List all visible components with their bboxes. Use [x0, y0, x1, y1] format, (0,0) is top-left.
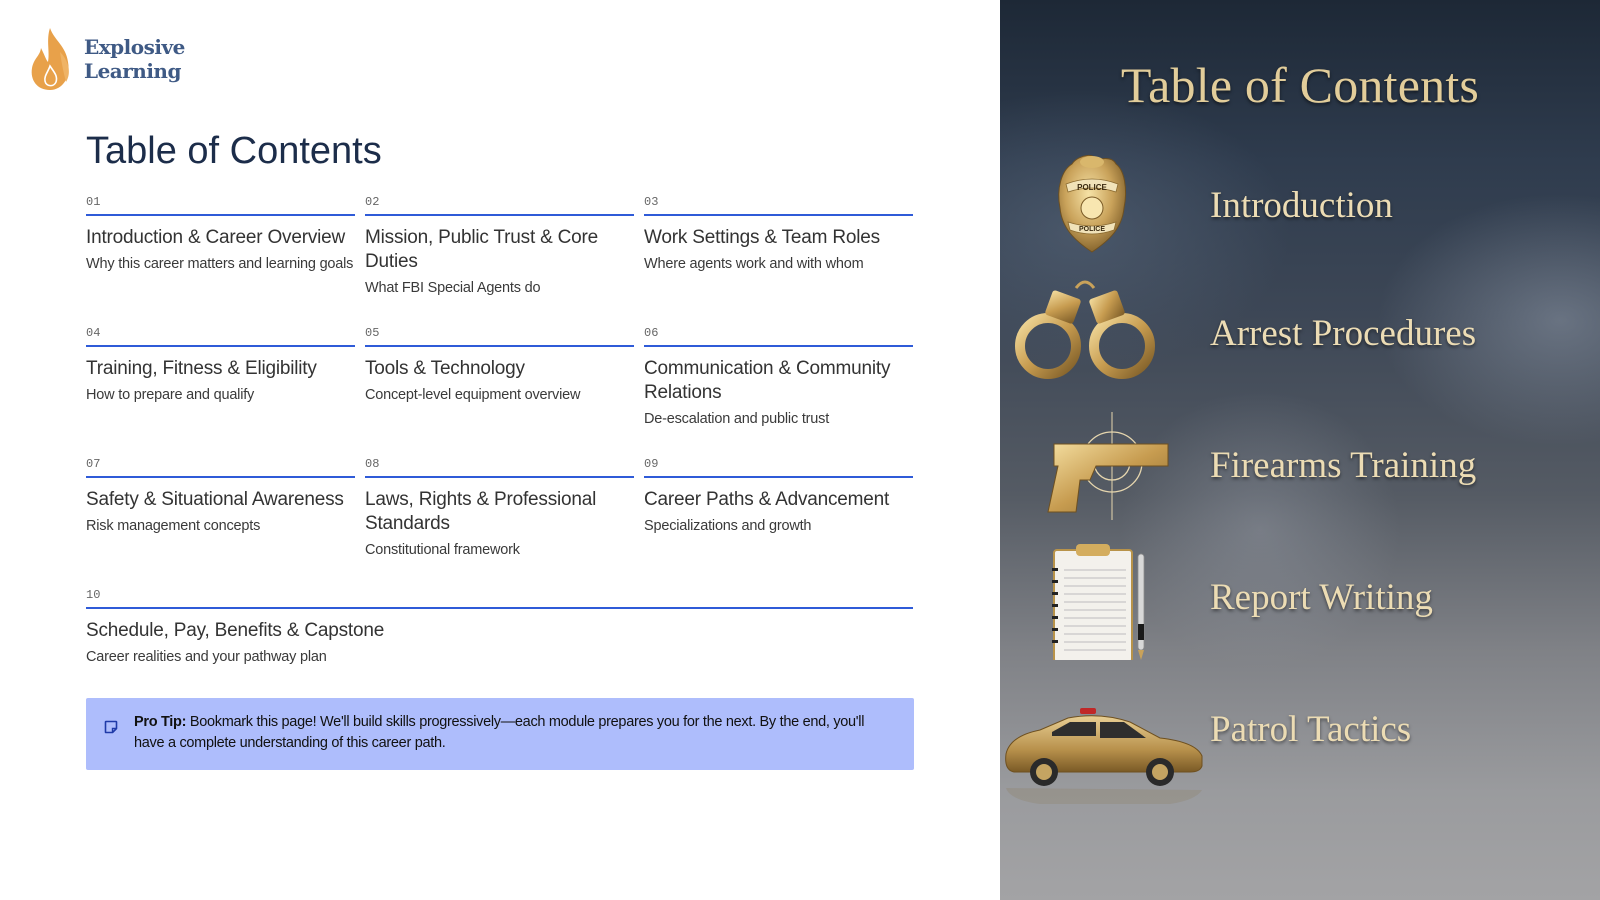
module-number: 06: [644, 326, 659, 340]
module-grid: [86, 190, 914, 714]
hero-item-label: Introduction: [1210, 185, 1393, 226]
module-number: 07: [86, 457, 101, 471]
module-subtitle: Concept-level equipment overview: [365, 387, 581, 403]
divider: [644, 345, 913, 347]
pro-tip-callout: [86, 698, 914, 770]
module-card-08[interactable]: [365, 452, 634, 583]
page-title: Table of Contents: [86, 130, 382, 172]
module-card-02[interactable]: [365, 190, 634, 321]
police-car-icon: [1000, 700, 1210, 830]
module-card-07[interactable]: [86, 452, 355, 583]
note-icon: [104, 720, 118, 734]
divider: [365, 214, 634, 216]
hero-item-firearms-training: [1000, 408, 1600, 528]
module-title: Introduction & Career Overview: [86, 227, 346, 248]
module-number: 08: [365, 457, 380, 471]
module-card-05[interactable]: [365, 321, 634, 452]
police-badge-icon: [1000, 148, 1210, 268]
module-subtitle: Risk management concepts: [86, 518, 261, 534]
module-title: Training, Fitness & Eligibility: [86, 358, 317, 379]
module-title: Safety & Situational Awareness: [86, 489, 344, 510]
divider: [365, 476, 634, 478]
hero-item-arrest-procedures: [1000, 276, 1600, 396]
divider: [644, 476, 913, 478]
module-subtitle: How to prepare and qualify: [86, 387, 255, 403]
hero-item-patrol-tactics: [1000, 700, 1600, 830]
pro-tip-body: Bookmark this page! We'll build skills progressively—each module prepares you for the next. By the end, you'll have a complete understanding of this career path.: [134, 714, 865, 751]
module-number: 05: [365, 326, 380, 340]
svg-text:POLICE: POLICE: [1078, 226, 1106, 233]
module-title: Career Paths & Advancement: [644, 489, 890, 510]
hero-image-panel: [1000, 0, 1600, 900]
module-title: Tools & Technology: [365, 358, 525, 379]
module-card-03[interactable]: [644, 190, 913, 321]
brand-name-line1: Explosive: [84, 35, 185, 59]
module-subtitle: De-escalation and public trust: [644, 411, 830, 427]
module-subtitle: Career realities and your pathway plan: [86, 649, 327, 665]
module-subtitle: Specializations and growth: [644, 518, 812, 534]
hero-title: Table of Contents: [1120, 57, 1480, 113]
module-title: Laws, Rights & Professional Standards: [365, 489, 597, 534]
hero-item-label: Firearms Training: [1210, 445, 1477, 486]
module-number: 02: [365, 195, 380, 209]
module-subtitle: Constitutional framework: [365, 542, 520, 558]
module-title: Communication & Community Relations: [644, 358, 891, 403]
module-title: Mission, Public Trust & Core Duties: [365, 227, 599, 272]
module-card-04[interactable]: [86, 321, 355, 452]
pistol-target-icon: [1000, 408, 1210, 528]
clipboard-pen-icon: [1000, 540, 1210, 660]
hero-item-label: Arrest Procedures: [1210, 313, 1477, 354]
module-card-01[interactable]: [86, 190, 355, 321]
brand-name-line2: Learning: [84, 59, 181, 83]
module-title: Schedule, Pay, Benefits & Capstone: [86, 620, 385, 641]
divider: [86, 607, 913, 609]
module-title: Work Settings & Team Roles: [644, 227, 880, 248]
module-subtitle: Why this career matters and learning goals: [86, 256, 354, 272]
hero-item-introduction: [1000, 148, 1600, 268]
hero-item-label: Report Writing: [1210, 577, 1433, 618]
pro-tip-text: [134, 712, 898, 754]
module-number: 03: [644, 195, 659, 209]
divider: [86, 345, 355, 347]
divider: [86, 476, 355, 478]
module-number: 09: [644, 457, 659, 471]
brand-logo[interactable]: [28, 26, 185, 92]
divider: [644, 214, 913, 216]
divider: [86, 214, 355, 216]
module-number: 10: [86, 588, 101, 602]
module-subtitle: Where agents work and with whom: [644, 256, 864, 272]
module-subtitle: What FBI Special Agents do: [365, 280, 541, 296]
divider: [365, 345, 634, 347]
module-card-10[interactable]: [86, 583, 913, 714]
module-number: 04: [86, 326, 101, 340]
hero-item-label: Patrol Tactics: [1210, 709, 1412, 750]
module-card-06[interactable]: [644, 321, 913, 452]
flame-icon: [28, 26, 74, 92]
module-number: 01: [86, 195, 101, 209]
handcuffs-icon: [1000, 276, 1210, 396]
module-card-09[interactable]: [644, 452, 913, 583]
hero-item-report-writing: [1000, 540, 1600, 660]
brand-name: [84, 35, 185, 83]
pro-tip-label: Pro Tip:: [134, 714, 187, 730]
svg-text:POLICE: POLICE: [1077, 183, 1107, 192]
